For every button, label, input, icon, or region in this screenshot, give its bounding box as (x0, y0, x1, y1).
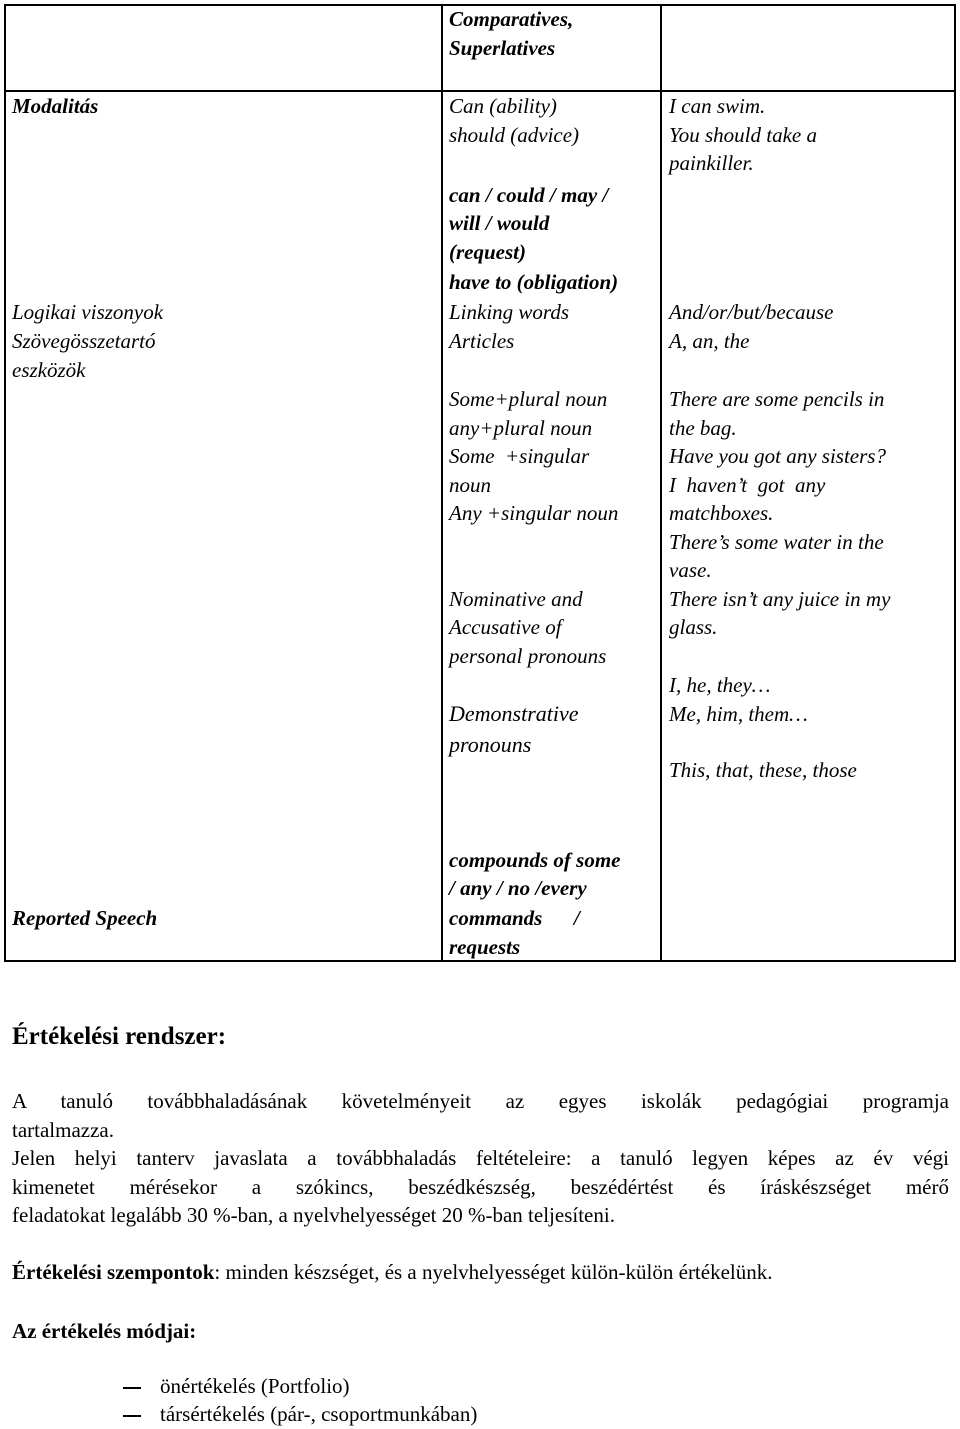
modal-should-example-1: You should take a (669, 123, 817, 147)
para2-line-2: kimenetet mérésekor a szókincs, beszédkészség, beszédértést és íráskészséget mérő (12, 1175, 949, 1199)
linking-words: Linking words (449, 300, 569, 324)
comparatives-line-2: Superlatives (449, 36, 556, 60)
para1-line-1: A tanuló továbbhaladásának követelményeit az egyes iskolák pedagógiai programja (12, 1089, 949, 1113)
modal-can-ability: Can (ability) (449, 94, 557, 118)
some-any-2: any+plural noun (449, 416, 593, 440)
modal-can-example: I can swim. (669, 94, 766, 118)
some-any-example-2: the bag. (669, 416, 737, 440)
pronouns-1: Nominative and (449, 587, 583, 611)
modjai-item-1: önértékelés (Portfolio) (160, 1374, 350, 1398)
articles-example: A, an, the (669, 329, 750, 353)
pronouns-2: Accusative of (449, 615, 562, 639)
some-any-example-4: I haven’t got any (669, 473, 826, 497)
modjai-label: Az értékelés módjai: (12, 1319, 197, 1343)
articles: Articles (449, 329, 515, 353)
linking-words-example: And/or/but/because (669, 300, 834, 324)
pronouns-example-1: I, he, they… (669, 673, 771, 697)
comparatives-line-1: Comparatives, (449, 7, 574, 31)
some-any-example-8: There isn’t any juice in my (669, 587, 891, 611)
some-any-4: noun (449, 473, 491, 497)
szoveg-label-2: eszközök (12, 358, 86, 382)
pronouns-3: personal pronouns (449, 644, 607, 668)
demonstrative-1: Demonstrative (449, 701, 579, 726)
para2-line-3: feladatokat legalább 30 %-ban, a nyelvhelyességet 20 %-ban teljesíteni. (12, 1203, 615, 1227)
compounds-2: / any / no /every (449, 876, 587, 900)
modal-should-example-2: painkiller. (669, 151, 754, 175)
szoveg-label-1: Szövegösszetartó (12, 329, 156, 353)
modalitas-label: Modalitás (12, 94, 99, 118)
ertekelesi-heading: Értékelési rendszer: (12, 1023, 227, 1050)
some-any-example-7: vase. (669, 558, 712, 582)
logikai-label: Logikai viszonyok (12, 300, 164, 324)
some-any-example-9: glass. (669, 615, 718, 639)
some-any-1: Some+plural noun (449, 387, 608, 411)
szempontok-line (12, 1258, 773, 1287)
table-col-divider-1 (441, 4, 443, 962)
reported-speech-label: Reported Speech (12, 906, 158, 930)
some-any-3: Some +singular (449, 444, 590, 468)
para1-line-2: tartalmazza. (12, 1118, 115, 1142)
modal-request-1: can / could / may / (449, 183, 609, 207)
compounds-1: compounds of some (449, 848, 621, 872)
modal-obligation: have to (obligation) (449, 270, 619, 294)
modal-request-2: will / would (449, 211, 550, 235)
dash-bullet-icon (123, 1387, 141, 1389)
modjai-item-2: társértékelés (pár-, csoportmunkában) (160, 1402, 478, 1426)
pronouns-example-2: Me, him, them… (669, 702, 808, 726)
table-col-divider-2 (660, 4, 662, 962)
some-any-5: Any +singular noun (449, 501, 619, 525)
some-any-example-1: There are some pencils in (669, 387, 885, 411)
para2-line-1: Jelen helyi tanterv javaslata a továbbhaladás feltételeire: a tanuló legyen képes az év végi (12, 1146, 949, 1170)
demonstrative-2: pronouns (449, 732, 532, 757)
commands-requests-2: requests (449, 935, 521, 959)
some-any-example-5: matchboxes. (669, 501, 774, 525)
commands-requests-1: commands / (449, 906, 580, 930)
modal-request-3: (request) (449, 240, 526, 264)
dash-bullet-icon (123, 1415, 141, 1417)
szempontok-text: : minden készséget, és a nyelvhelyességet külön-külön értékelünk. (214, 1260, 773, 1284)
modal-should-advice: should (advice) (449, 123, 580, 147)
table-left-border (4, 4, 6, 962)
some-any-example-6: There’s some water in the (669, 530, 884, 554)
demonstrative-example: This, that, these, those (669, 758, 857, 782)
table-right-border (954, 4, 956, 962)
some-any-example-3: Have you got any sisters? (669, 444, 886, 468)
szempontok-label: Értékelési szempontok (12, 1260, 215, 1284)
